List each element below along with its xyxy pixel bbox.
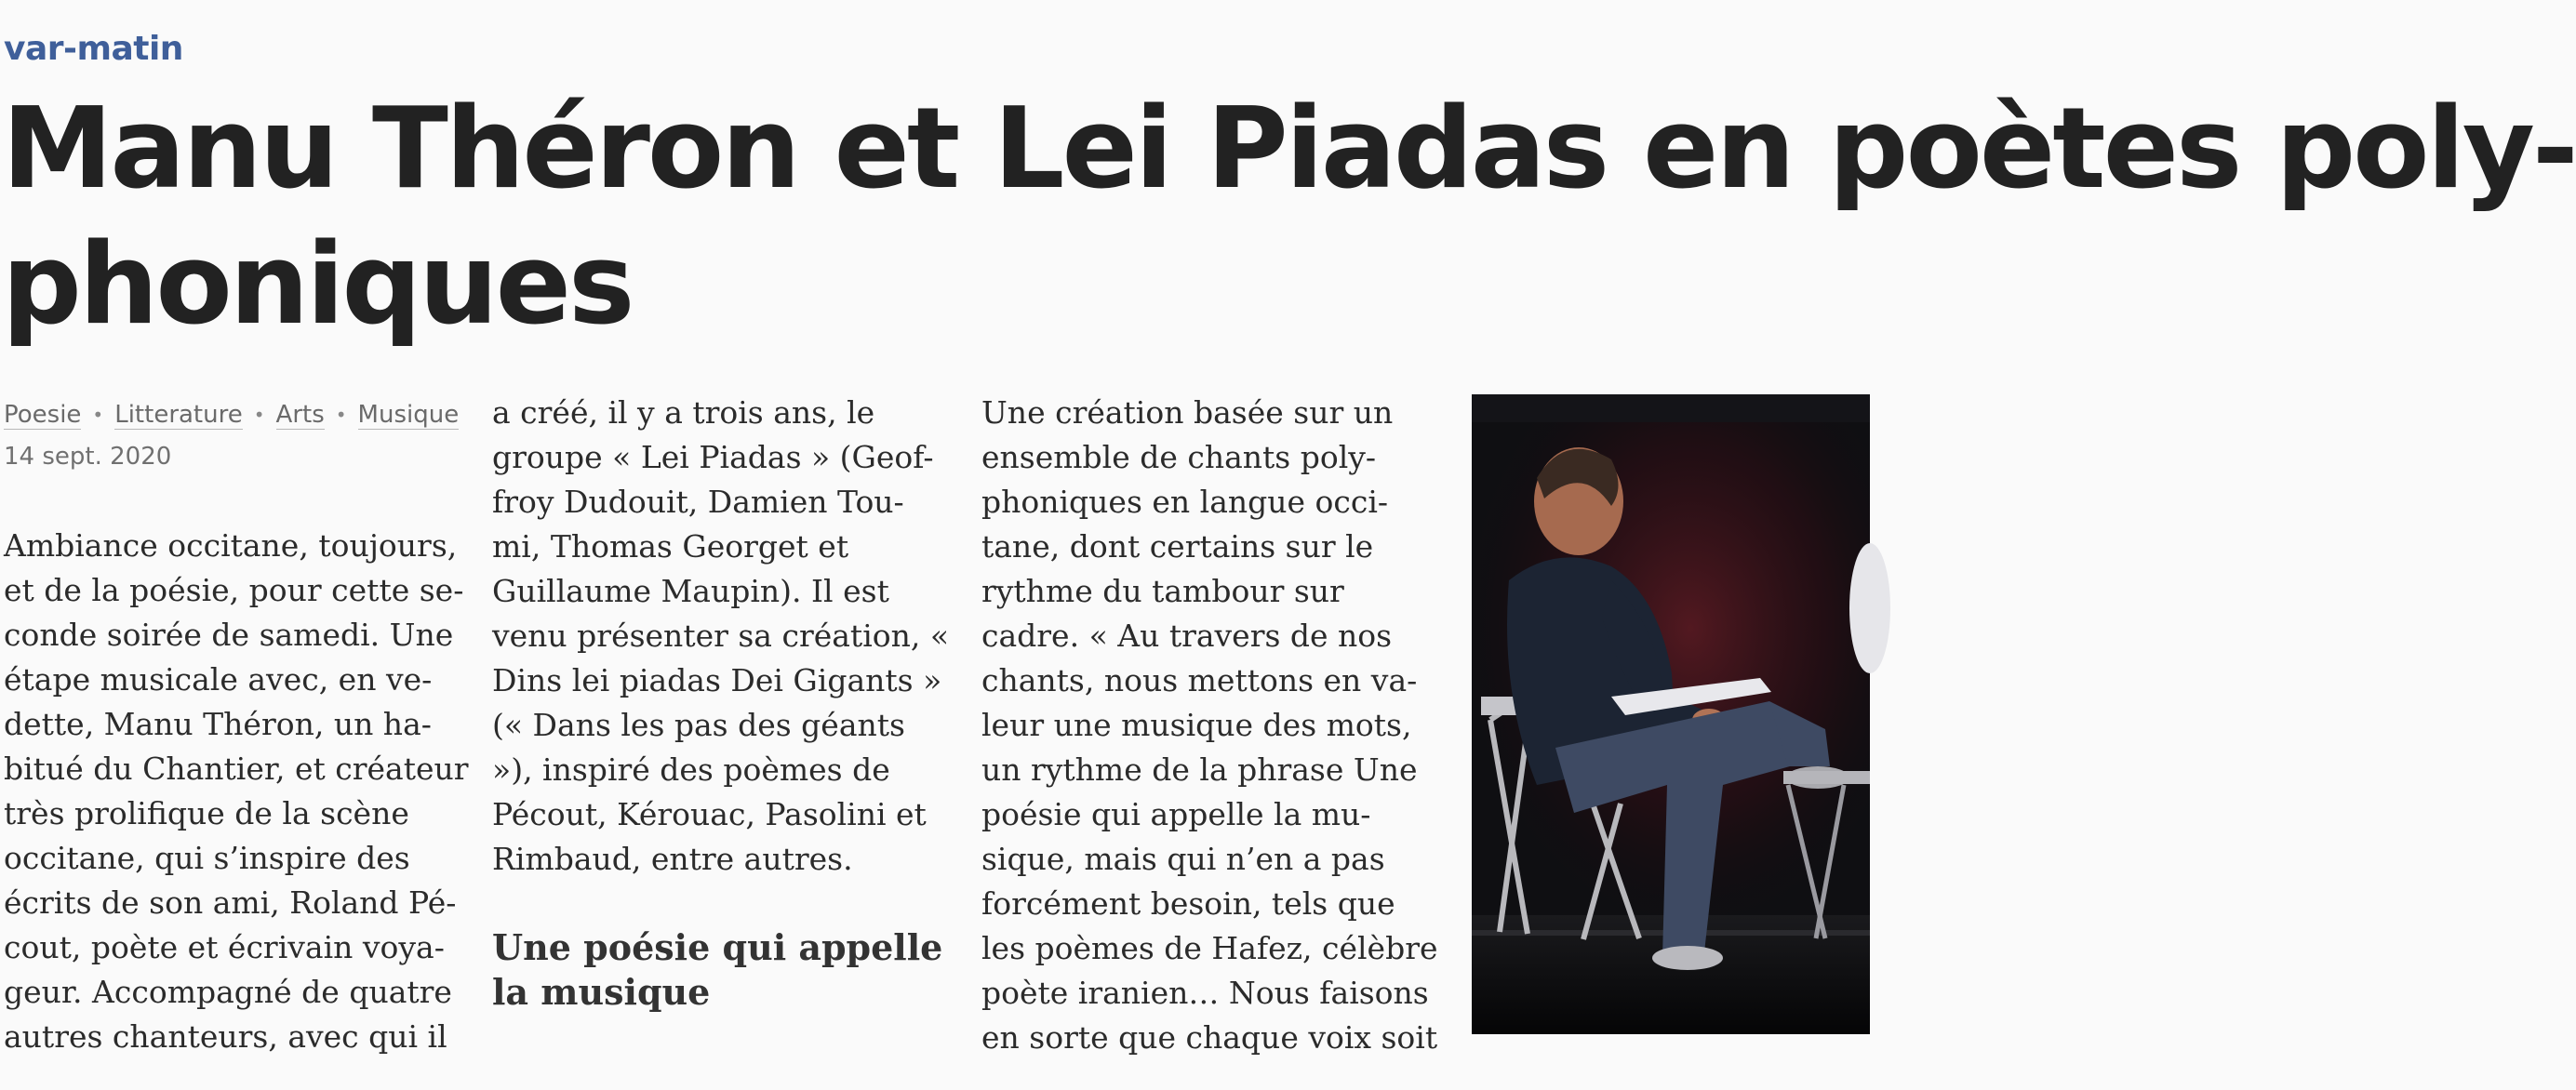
tag-link-poesie[interactable]: Poesie [4, 400, 82, 429]
text-line: Guillaume Maupin). Il est [492, 573, 889, 609]
paragraph [981, 391, 1438, 1060]
text-line: bitué du Chantier, et créateur [4, 751, 469, 787]
text-line: »), inspiré des poèmes de [492, 751, 890, 788]
publication-name[interactable]: var-matin [4, 30, 183, 68]
text-line: autres chanteurs, avec qui il [4, 1018, 447, 1055]
text-line: Pécout, Kérouac, Pasolini et [492, 796, 927, 832]
text-line: les poèmes de Hafez, célèbre [981, 930, 1438, 966]
text-line: froy Dudouit, Damien Tou- [492, 484, 904, 520]
text-line: Dins lei piadas Dei Gigants » [492, 662, 942, 698]
tag-link-litterature[interactable]: Litterature [114, 400, 243, 429]
text-line: phoniques en langue occi- [981, 484, 1389, 520]
article-column-3 [981, 391, 1438, 1060]
text-line: forcément besoin, tels que [981, 885, 1395, 922]
subheading-line: Une poésie qui appelle [492, 926, 943, 968]
text-line: geur. Accompagné de quatre [4, 974, 452, 1010]
article-column-2 [492, 391, 950, 882]
article-photo[interactable] [1472, 394, 1870, 1034]
text-line: conde soirée de samedi. Une [4, 617, 454, 653]
article-column-1 [4, 524, 469, 1059]
text-line: poésie qui appelle la mu- [981, 796, 1371, 832]
article-headline [2, 82, 2576, 353]
text-line: Une création basée sur un [981, 394, 1394, 431]
text-line: cadre. « Au travers de nos [981, 618, 1393, 654]
tag-separator: • [92, 404, 104, 426]
text-line: très prolifique de la scène [4, 795, 409, 831]
text-line: mi, Thomas Georget et [492, 528, 849, 565]
text-line: en sorte que chaque voix soit [981, 1019, 1438, 1056]
tag-separator: • [335, 404, 347, 426]
text-line: ensemble de chants poly- [981, 439, 1377, 475]
performer-photo-illustration [1472, 394, 1870, 1034]
tag-link-musique[interactable]: Musique [357, 400, 460, 429]
headline-line: Manu Théron et Lei Piadas en poètes poly- [2, 85, 2576, 214]
paragraph [492, 391, 950, 882]
text-line: venu présenter sa création, « [492, 618, 950, 654]
subheading-line: la musique [492, 971, 711, 1013]
text-line: sique, mais qui n’en a pas [981, 841, 1385, 877]
text-line: leur une musique des mots, [981, 707, 1412, 743]
text-line: et de la poésie, pour cette se- [4, 572, 464, 608]
text-line: (« Dans les pas des géants [492, 707, 905, 743]
text-line: occitane, qui s’inspire des [4, 840, 410, 876]
text-line: dette, Manu Théron, un ha- [4, 706, 432, 742]
text-line: tane, dont certains sur le [981, 528, 1374, 565]
article-meta [4, 396, 460, 471]
text-line: un rythme de la phrase Une [981, 751, 1418, 788]
headline-line: phoniques [2, 220, 633, 350]
publish-date: 14 sept. 2020 [4, 443, 172, 471]
text-line: Rimbaud, entre autres. [492, 841, 853, 877]
tag-separator: • [253, 404, 265, 426]
text-line: chants, nous mettons en va- [981, 662, 1418, 698]
text-line: a créé, il y a trois ans, le [492, 394, 875, 431]
text-line: poète iranien… Nous faisons [981, 975, 1429, 1011]
text-line: rythme du tambour sur [981, 573, 1344, 609]
text-line: Ambiance occitane, toujours, [4, 527, 458, 564]
text-line: groupe « Lei Piadas » (Geof- [492, 439, 934, 475]
text-line: cout, poète et écrivain voya- [4, 929, 445, 965]
text-line: écrits de son ami, Roland Pé- [4, 884, 457, 921]
tag-link-arts[interactable]: Arts [275, 400, 325, 429]
paragraph [4, 524, 469, 1059]
tag-list [4, 396, 460, 433]
section-subheading [492, 925, 943, 1015]
text-line: étape musicale avec, en ve- [4, 661, 433, 698]
